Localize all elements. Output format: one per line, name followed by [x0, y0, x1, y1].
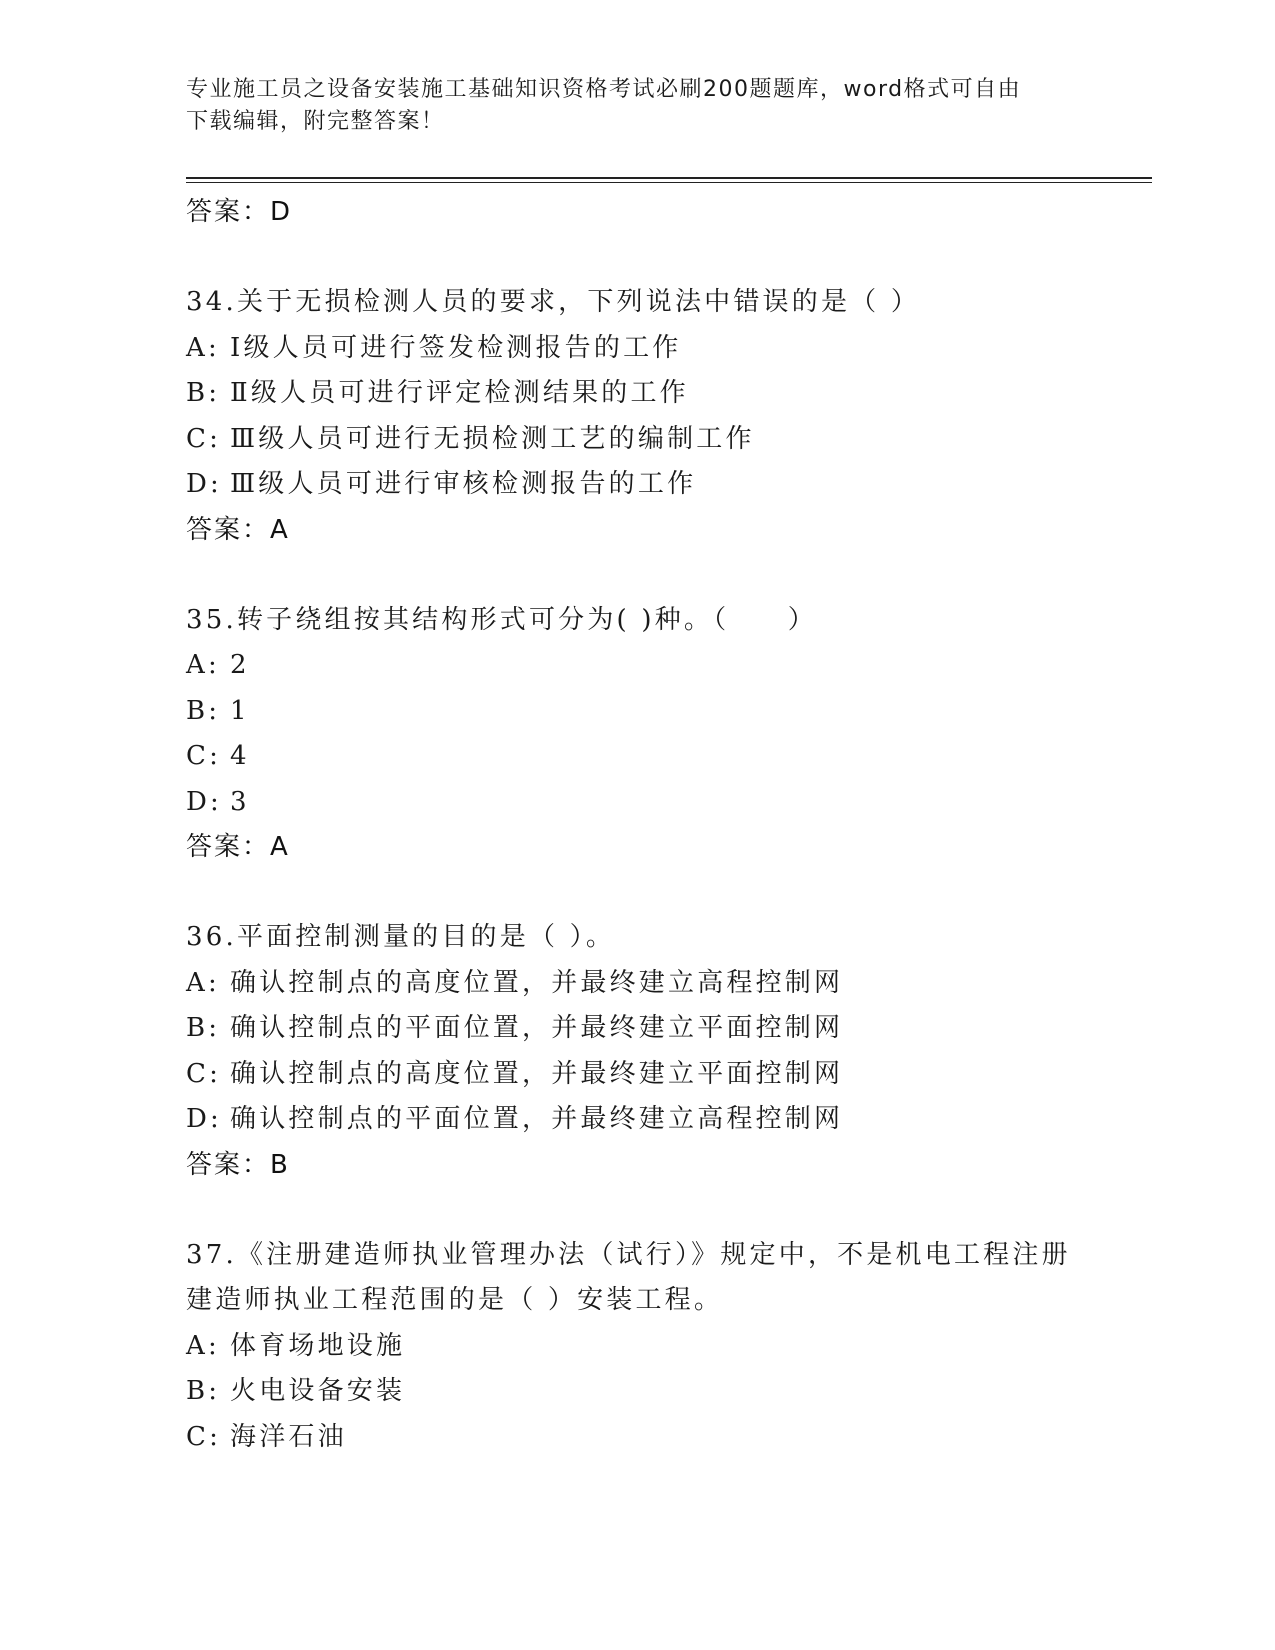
option-d: [186, 1097, 1146, 1143]
header-title-line-1: 专业施工员之设备安装施工基础知识资格考试必刷200题题库，word格式可自由: [186, 77, 1022, 102]
option-a: [186, 961, 1146, 1007]
answer-value: B: [270, 1149, 289, 1180]
option-letter: A:: [186, 1330, 220, 1361]
question-34: [186, 280, 1146, 553]
option-a: [186, 326, 1146, 372]
option-text: 体育场地设施: [230, 1330, 406, 1361]
option-text: 确认控制点的高度位置，并最终建立高程控制网: [230, 967, 844, 998]
answer-label: 答案：: [186, 197, 271, 227]
answer-label: 答案：: [186, 514, 271, 545]
option-letter: D:: [186, 1104, 223, 1134]
option-a: [186, 643, 1146, 689]
option-b: [186, 371, 1146, 417]
option-text: 确认控制点的平面位置，并最终建立平面控制网: [230, 1013, 844, 1043]
option-text: 确认控制点的高度位置，并最终建立平面控制网: [230, 1058, 844, 1089]
option-letter: D:: [186, 469, 223, 499]
option-c: [186, 734, 1146, 780]
option-letter: A:: [186, 332, 220, 363]
option-text: Ⅲ级人员可进行审核检测报告的工作: [230, 469, 697, 499]
option-letter: C:: [186, 1058, 222, 1089]
question-stem-line-2: 建造师执业工程范围的是（ ）安装工程。: [186, 1285, 724, 1315]
option-text: 海洋石油: [230, 1421, 347, 1452]
option-b: [186, 689, 1146, 735]
answer-line: [186, 508, 1146, 553]
option-text: 1: [230, 695, 250, 726]
option-b: [186, 1006, 1146, 1052]
question-36: [186, 915, 1146, 1188]
option-text: 确认控制点的平面位置，并最终建立高程控制网: [230, 1104, 844, 1134]
question-list: [186, 190, 1146, 1460]
question-stem: 34.关于无损检测人员的要求，下列说法中错误的是（ ）: [186, 287, 921, 317]
option-d: [186, 462, 1146, 508]
option-b: [186, 1369, 1146, 1415]
answer-line: [186, 1143, 1146, 1188]
answer-value: A: [270, 832, 289, 862]
option-c: [186, 1052, 1146, 1098]
question-37: [186, 1233, 1146, 1461]
option-text: Ⅰ级人员可进行签发检测报告的工作: [230, 332, 682, 363]
option-text: 2: [230, 650, 250, 680]
answer-label: 答案：: [186, 1149, 271, 1180]
option-d: [186, 780, 1146, 826]
answer-line-33: [186, 190, 1146, 235]
question-35: [186, 598, 1146, 871]
option-c: [186, 417, 1146, 463]
option-letter: D:: [186, 786, 223, 817]
spacer: [186, 235, 1146, 280]
option-letter: B:: [186, 1013, 221, 1043]
option-letter: B:: [186, 695, 221, 726]
option-text: 4: [230, 741, 250, 771]
header-title-line-2: 下载编辑，附完整答案！: [186, 109, 445, 134]
option-letter: A:: [186, 650, 220, 680]
option-text: 火电设备安装: [230, 1376, 406, 1406]
header-divider: [186, 177, 1152, 183]
option-c: [186, 1415, 1146, 1461]
question-stem: 36.平面控制测量的目的是（ ）。: [186, 922, 616, 952]
option-text: Ⅲ级人员可进行无损检测工艺的编制工作: [230, 423, 755, 454]
question-stem-line-1: 37.《注册建造师执业管理办法（试行）》规定中，不是机电工程注册: [186, 1239, 1071, 1270]
answer-value: D: [270, 197, 292, 227]
question-stem: 35.转子绕组按其结构形式可分为( )种。（ ）: [186, 604, 817, 635]
answer-line: [186, 825, 1146, 870]
option-letter: B:: [186, 1376, 221, 1406]
option-letter: A:: [186, 967, 220, 998]
option-text: 3: [230, 786, 250, 817]
option-letter: C:: [186, 1421, 222, 1452]
option-text: Ⅱ级人员可进行评定检测结果的工作: [230, 378, 689, 408]
answer-value: A: [270, 514, 289, 545]
document-header: [186, 74, 1086, 138]
spacer: [186, 870, 1146, 915]
option-a: [186, 1324, 1146, 1370]
option-letter: C:: [186, 423, 222, 454]
option-letter: B:: [186, 378, 221, 408]
answer-label: 答案：: [186, 832, 271, 862]
spacer: [186, 553, 1146, 598]
option-letter: C:: [186, 741, 222, 771]
spacer: [186, 1188, 1146, 1233]
